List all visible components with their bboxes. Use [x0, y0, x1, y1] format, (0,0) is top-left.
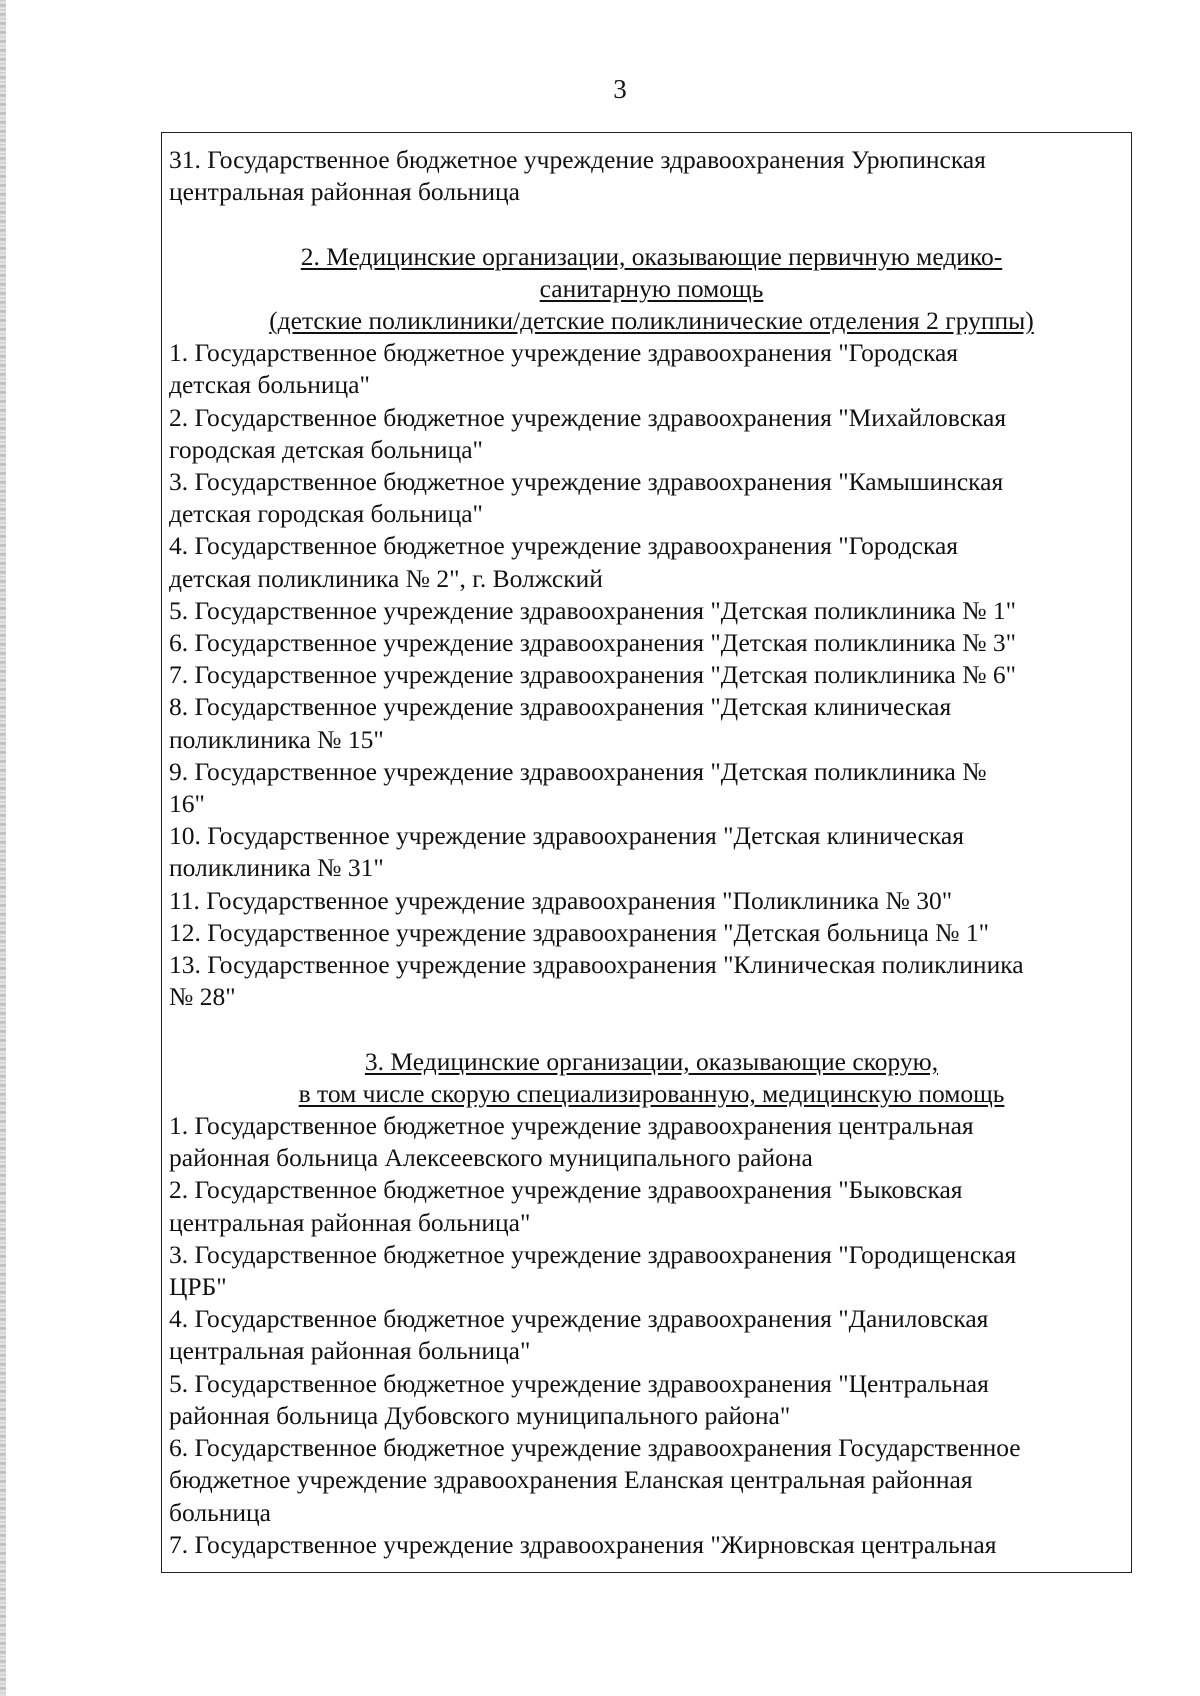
- list-line: 11. Государственное учреждение здравоохранения "Поликлиника № 30": [169, 885, 953, 915]
- list-line: 2. Государственное бюджетное учреждение здравоохранения "Быковская: [169, 1175, 963, 1205]
- list-line: 4. Государственное бюджетное учреждение здравоохранения "Городская: [169, 531, 958, 561]
- list-line: центральная районная больница: [169, 177, 520, 207]
- list-line: 6. Государственное бюджетное учреждение здравоохранения Государственное: [169, 1433, 1021, 1463]
- list-line: городская детская больница": [169, 434, 483, 464]
- blank-line: [169, 208, 1134, 240]
- list-line: 1. Государственное бюджетное учреждение здравоохранения "Городская: [169, 338, 958, 368]
- list-line: 16": [169, 789, 205, 819]
- list-line: 5. Государственное учреждение здравоохранения "Детская поликлиника № 1": [169, 595, 1017, 625]
- list-line: ЦРБ": [169, 1272, 227, 1302]
- section-heading: санитарную помощь: [539, 273, 764, 303]
- list-line: 6. Государственное учреждение здравоохранения "Детская поликлиника № 3": [169, 628, 1017, 658]
- list-line: 31. Государственное бюджетное учреждение здравоохранения Урюпинская: [169, 145, 986, 174]
- list-line: детская городская больница": [169, 499, 483, 529]
- list-line: поликлиника № 15": [169, 724, 384, 754]
- list-line: детская поликлиника № 2", г. Волжский: [169, 563, 603, 593]
- list-line: 2. Государственное бюджетное учреждение здравоохранения "Михайловская: [169, 402, 1007, 432]
- list-line: бюджетное учреждение здравоохранения Еланская центральная районная: [169, 1465, 973, 1495]
- list-line: детская больница": [169, 370, 370, 400]
- list-line: 7. Государственное учреждение здравоохранения "Жирновская центральная: [169, 1529, 997, 1559]
- section-heading: 2. Медицинские организации, оказывающие первичную медико-: [300, 241, 1003, 271]
- list-line: больница: [169, 1497, 271, 1527]
- blank-line: [169, 1013, 1134, 1045]
- list-line: 12. Государственное учреждение здравоохранения "Детская больница № 1": [169, 917, 989, 947]
- scan-edge: [0, 0, 6, 1696]
- list-line: 5. Государственное бюджетное учреждение здравоохранения "Центральная: [169, 1368, 989, 1398]
- list-line: 13. Государственное учреждение здравоохранения "Клиническая поликлиника: [169, 950, 1024, 980]
- list-line: поликлиника № 31": [169, 853, 384, 883]
- list-line: районная больница Дубовского муниципального района": [169, 1400, 791, 1430]
- page-number: 3: [613, 74, 627, 104]
- section-heading: в том числе скорую специализированную, медицинскую помощь: [298, 1078, 1005, 1108]
- section-heading: 3. Медицинские организации, оказывающие скорую,: [364, 1046, 939, 1076]
- list-line: 3. Государственное бюджетное учреждение здравоохранения "Камышинская: [169, 467, 1004, 497]
- list-line: центральная районная больница": [169, 1336, 531, 1366]
- list-line: 4. Государственное бюджетное учреждение здравоохранения "Даниловская: [169, 1304, 989, 1334]
- section-heading: (детские поликлиники/детские поликлинические отделения 2 группы): [269, 306, 1034, 335]
- list-line: 10. Государственное учреждение здравоохранения "Детская клиническая: [169, 821, 964, 851]
- list-line: 8. Государственное учреждение здравоохранения "Детская клиническая: [169, 692, 952, 722]
- document-body: [169, 144, 1134, 1561]
- list-line: 1. Государственное бюджетное учреждение здравоохранения центральная: [169, 1111, 974, 1141]
- list-line: центральная районная больница": [169, 1207, 531, 1237]
- list-line: 7. Государственное учреждение здравоохранения "Детская поликлиника № 6": [169, 660, 1017, 690]
- list-line: районная больница Алексеевского муниципального района: [169, 1143, 813, 1173]
- list-line: 3. Государственное бюджетное учреждение здравоохранения "Городищенская: [169, 1239, 1017, 1269]
- list-line: № 28": [169, 982, 236, 1012]
- list-line: 9. Государственное учреждение здравоохранения "Детская поликлиника №: [169, 756, 987, 786]
